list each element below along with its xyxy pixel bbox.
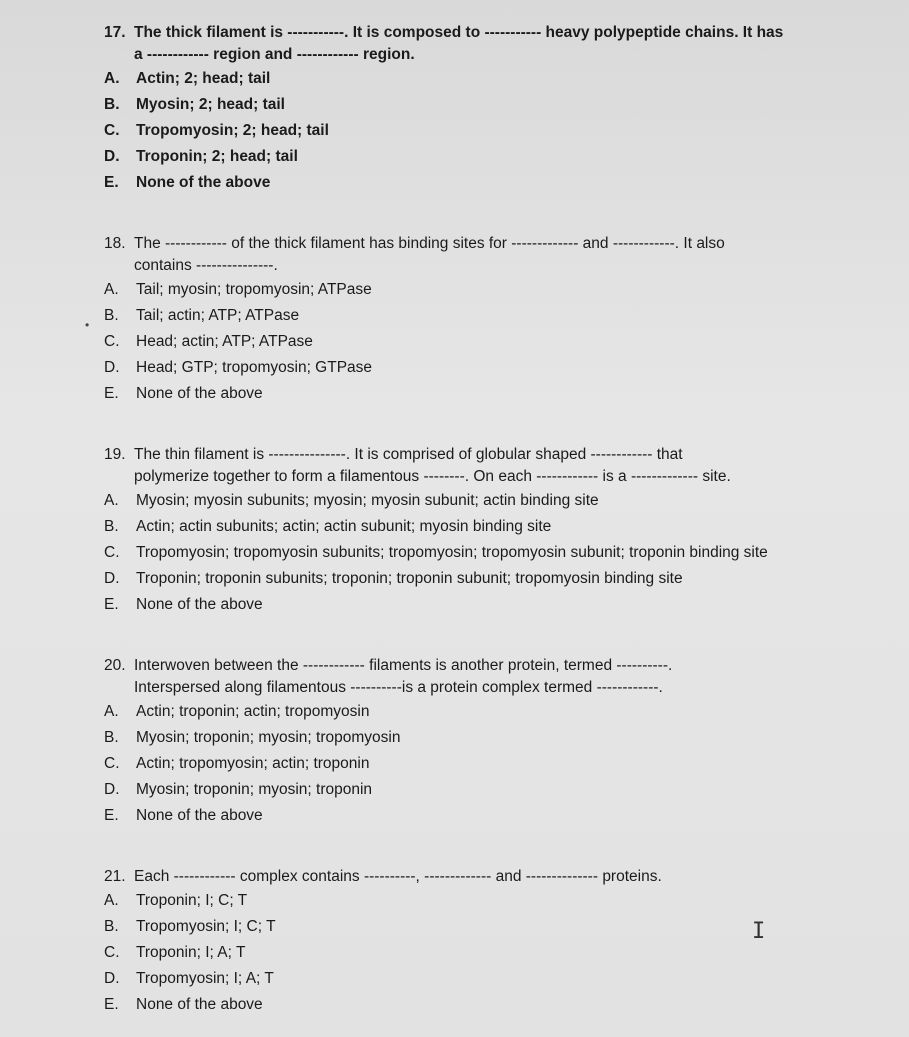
question-text-line-2: contains ---------------. [134, 257, 278, 274]
question-number: 17. [104, 24, 126, 41]
question-20 [104, 655, 894, 829]
question-number: 20. [104, 657, 126, 674]
question-text-line-1: Interwoven between the ------------ filaments is another protein, termed ----------. [134, 657, 673, 674]
question-number: 19. [104, 446, 126, 463]
option-text: Actin; tropomyosin; actin; troponin [136, 755, 370, 772]
option-a[interactable] [104, 488, 894, 514]
option-letter: C. [104, 755, 120, 772]
option-text: Actin; actin subunits; actin; actin subunit; myosin binding site [136, 518, 552, 535]
option-letter: D. [104, 570, 120, 587]
option-letter: B. [104, 96, 120, 113]
option-letter: A. [104, 281, 119, 298]
option-e[interactable] [104, 992, 894, 1018]
option-d[interactable] [104, 566, 894, 592]
bullet-mark: • [85, 318, 90, 332]
option-letter: D. [104, 970, 120, 987]
option-text: Tropomyosin; 2; head; tail [136, 122, 329, 139]
option-b[interactable] [104, 725, 894, 751]
question-19 [104, 444, 894, 618]
option-d[interactable] [104, 966, 894, 992]
option-letter: A. [104, 892, 119, 909]
option-text: Troponin; 2; head; tail [136, 148, 298, 165]
option-text: Troponin; I; C; T [136, 892, 248, 909]
question-stem [104, 655, 894, 677]
option-text: Tail; myosin; tropomyosin; ATPase [136, 281, 372, 298]
question-text-line-1: Each ------------ complex contains ----------, ------------- and -------------- proteins. [134, 868, 662, 885]
option-letter: D. [104, 148, 120, 165]
option-c[interactable] [104, 329, 894, 355]
option-b[interactable] [104, 303, 894, 329]
option-e[interactable] [104, 803, 894, 829]
question-text-line-1: The ------------ of the thick filament has binding sites for ------------- and ------------. It also [134, 235, 725, 252]
question-text-line-1: The thin filament is ---------------. It is comprised of globular shaped ------------ that [134, 446, 683, 463]
question-21 [104, 866, 894, 1018]
option-letter: B. [104, 518, 119, 535]
option-e[interactable] [104, 592, 894, 618]
option-b[interactable] [104, 514, 894, 540]
question-number: 18. [104, 235, 126, 252]
option-letter: A. [104, 703, 119, 720]
option-text: Head; GTP; tropomyosin; GTPase [136, 359, 373, 376]
option-text: Troponin; troponin subunits; troponin; troponin subunit; tropomyosin binding site [136, 570, 683, 587]
option-letter: B. [104, 918, 119, 935]
option-d[interactable] [104, 355, 894, 381]
option-letter: B. [104, 729, 119, 746]
option-letter: E. [104, 596, 119, 613]
question-stem [104, 22, 894, 44]
option-text: Head; actin; ATP; ATPase [136, 333, 313, 350]
question-text-line-2: polymerize together to form a filamentous --------. On each ------------ is a ------------- site. [134, 468, 731, 485]
option-a[interactable] [104, 888, 894, 914]
option-letter: A. [104, 492, 119, 509]
option-text: None of the above [136, 385, 263, 402]
option-letter: C. [104, 122, 120, 139]
option-letter: A. [104, 70, 120, 87]
option-text: Myosin; troponin; myosin; tropomyosin [136, 729, 401, 746]
option-a[interactable] [104, 699, 894, 725]
option-text: Myosin; troponin; myosin; troponin [136, 781, 373, 798]
option-text: Tropomyosin; I; A; T [136, 970, 274, 987]
option-text: Actin; troponin; actin; tropomyosin [136, 703, 370, 720]
option-letter: E. [104, 385, 119, 402]
option-c[interactable] [104, 940, 894, 966]
option-letter: E. [104, 174, 119, 191]
option-e[interactable] [104, 381, 894, 407]
option-letter: E. [104, 807, 119, 824]
option-text: Troponin; I; A; T [136, 944, 246, 961]
option-text: Tropomyosin; I; C; T [136, 918, 276, 935]
question-text-line-1: The thick filament is -----------. It is composed to ----------- heavy polypeptide chains. It has [134, 24, 784, 41]
option-c[interactable] [104, 118, 894, 144]
option-letter: D. [104, 781, 120, 798]
option-d[interactable] [104, 144, 894, 170]
option-text: None of the above [136, 807, 263, 824]
option-a[interactable] [104, 66, 894, 92]
question-18 [104, 233, 894, 407]
option-c[interactable] [104, 751, 894, 777]
option-text: None of the above [136, 174, 271, 191]
option-text: None of the above [136, 596, 263, 613]
question-stem [104, 233, 894, 255]
question-number: 21. [104, 868, 126, 885]
option-letter: E. [104, 996, 119, 1013]
question-stem [104, 866, 894, 888]
text-cursor-icon: I [752, 919, 766, 944]
question-text-line-2: Interspersed along filamentous ----------is a protein complex termed ------------. [134, 679, 663, 696]
option-c[interactable] [104, 540, 894, 566]
question-stem [104, 444, 894, 466]
option-b[interactable] [104, 92, 894, 118]
option-text: None of the above [136, 996, 263, 1013]
option-letter: C. [104, 944, 120, 961]
option-letter: D. [104, 359, 120, 376]
question-17 [104, 22, 894, 196]
option-letter: B. [104, 307, 119, 324]
option-text: Tropomyosin; tropomyosin subunits; tropomyosin; tropomyosin subunit; troponin binding site [136, 544, 768, 561]
question-text-line-2: a ------------ region and ------------ region. [134, 46, 415, 63]
option-a[interactable] [104, 277, 894, 303]
option-text: Myosin; 2; head; tail [136, 96, 285, 113]
option-text: Tail; actin; ATP; ATPase [136, 307, 300, 324]
option-letter: C. [104, 333, 120, 350]
option-text: Actin; 2; head; tail [136, 70, 271, 87]
option-letter: C. [104, 544, 120, 561]
option-text: Myosin; myosin subunits; myosin; myosin subunit; actin binding site [136, 492, 599, 509]
option-b[interactable] [104, 914, 894, 940]
option-e[interactable] [104, 170, 894, 196]
option-d[interactable] [104, 777, 894, 803]
